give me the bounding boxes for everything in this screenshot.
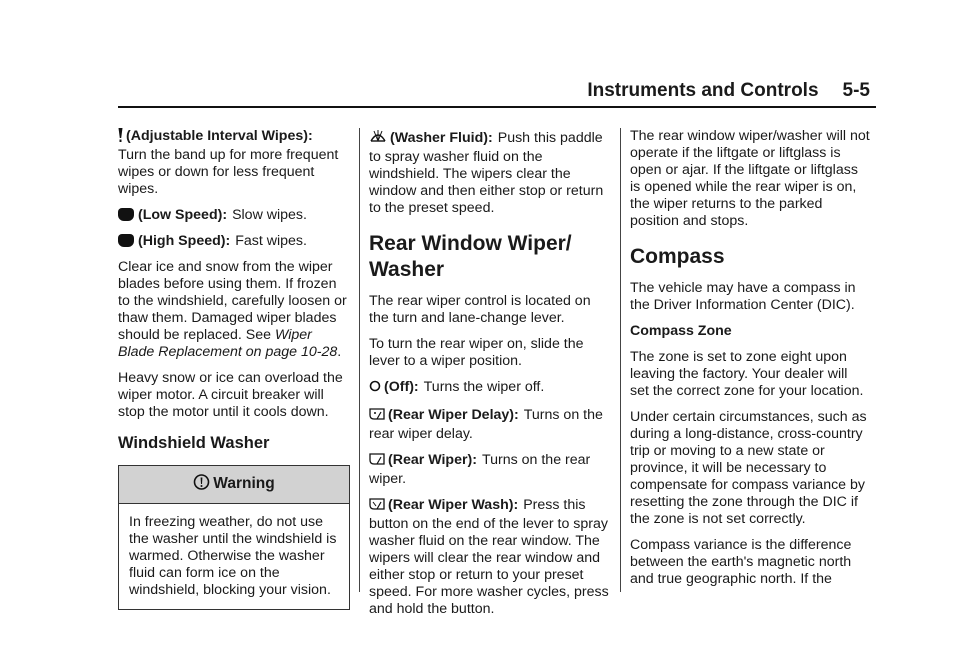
compass-intro: The vehicle may have a compass in the Driver Information Center (DIC). <box>630 280 856 313</box>
high-speed-icon <box>118 234 134 247</box>
rear-wash-paragraph <box>369 497 609 618</box>
windshield-washer-heading: Windshield Washer <box>118 434 270 452</box>
rear-wash-text: Press this button on the end of the lever to spray washer fluid on the rear window. The wipers will clear the rear window and either stop or return to your preset speed. For more washer cycles, press and hold the button. <box>369 497 609 617</box>
rear-delay-text: Turns on the rear wiper delay. <box>369 407 603 442</box>
column-divider-2 <box>620 128 621 592</box>
rear-wiper-paragraph <box>369 452 609 488</box>
low-speed-paragraph <box>118 207 350 224</box>
rear-wiper-icon <box>369 452 385 471</box>
interval-icon <box>118 128 123 147</box>
rear-wiper-label: (Rear Wiper): <box>388 452 477 468</box>
page-number: 5-5 <box>842 80 870 101</box>
circumstances-paragraph: Under certain circumstances, such as during a long-distance, cross-country trip or moving to a new state or province, it will be necessary to compensate for compass variance by resetting the zone through the DIC if the zone is not set correctly. <box>630 409 867 527</box>
warning-body: In freezing weather, do not use the washer until the windshield is warmed. Otherwise the washer fluid can form ice on the windshield, blocking your vision. <box>129 514 337 598</box>
compass-heading: Compass <box>630 245 725 268</box>
column-3 <box>630 128 870 597</box>
off-icon <box>369 379 381 398</box>
washer-fluid-label: (Washer Fluid): <box>390 130 493 146</box>
heavy-snow-text: Heavy snow or ice can overload the wiper motor. A circuit breaker will stop the motor until it cools down. <box>118 370 343 420</box>
washer-fluid-icon <box>369 128 387 149</box>
off-label: (Off): <box>384 379 419 395</box>
rear-wiper-heading: Rear Window Wiper/ Washer <box>369 232 572 281</box>
rear-wiper-turn-on: To turn the rear wiper on, slide the lever to a wiper position. <box>369 336 584 369</box>
clear-ice-text: Clear ice and snow from the wiper blades before using them. If frozen to the windshield, carefully loosen or thaw them. Damaged wiper blades should be replaced. See <box>118 259 347 343</box>
adjustable-interval-label: (Adjustable Interval Wipes): <box>126 128 313 144</box>
off-paragraph <box>369 379 609 398</box>
liftgate-paragraph: The rear window wiper/washer will not operate if the liftgate or liftglass is open or ajar. If the liftgate or liftglass is opened while the rear wiper is on, the wiper returns to the parked position and stops. <box>630 128 870 229</box>
rear-delay-label: (Rear Wiper Delay): <box>388 407 519 423</box>
warning-box <box>118 465 350 610</box>
wiper-blade-reference: Wiper Blade Replacement on page 10-28 <box>118 327 338 360</box>
variance-paragraph: Compass variance is the difference between the earth's magnetic north and true geographic north. If the <box>630 537 852 587</box>
column-2 <box>369 128 609 627</box>
heavy-snow-paragraph <box>118 370 350 421</box>
warning-header <box>119 466 349 504</box>
adjustable-interval-text: Turn the band up for more frequent wipes or down for less frequent wipes. <box>118 147 339 197</box>
section-title: Instruments and Controls <box>587 80 819 101</box>
washer-fluid-paragraph <box>369 128 609 217</box>
low-speed-text: Slow wipes. <box>232 207 307 223</box>
page-header <box>118 80 876 108</box>
low-speed-label: (Low Speed): <box>138 207 228 223</box>
rear-wiper-intro: The rear wiper control is located on the turn and lane-change lever. <box>369 293 591 326</box>
high-speed-text: Fast wipes. <box>235 233 307 249</box>
clear-ice-paragraph <box>118 259 350 361</box>
rear-wiper-wash-icon <box>369 497 385 516</box>
compass-zone-heading: Compass Zone <box>630 323 732 339</box>
warning-title: Warning <box>213 475 275 492</box>
rear-wiper-text: Turns on the rear wiper. <box>369 452 591 487</box>
header-text <box>587 80 870 102</box>
column-divider-1 <box>359 128 360 592</box>
rear-delay-paragraph <box>369 407 609 443</box>
warning-icon <box>193 474 210 496</box>
washer-fluid-text: Push this paddle to spray washer fluid on the windshield. The wipers clear the window and then either stop or return to the preset speed. <box>369 130 604 216</box>
rear-wiper-delay-icon <box>369 407 385 426</box>
off-text: Turns the wiper off. <box>423 379 545 395</box>
high-speed-label: (High Speed): <box>138 233 231 249</box>
column-1 <box>118 128 350 610</box>
rear-wash-label: (Rear Wiper Wash): <box>388 497 519 513</box>
adjustable-interval-paragraph <box>118 128 350 198</box>
high-speed-paragraph <box>118 233 350 250</box>
compass-zone-text: The zone is set to zone eight upon leaving the factory. Your dealer will set the correct zone for your location. <box>630 349 864 399</box>
clear-ice-end: . <box>337 344 342 360</box>
low-speed-icon <box>118 208 134 221</box>
